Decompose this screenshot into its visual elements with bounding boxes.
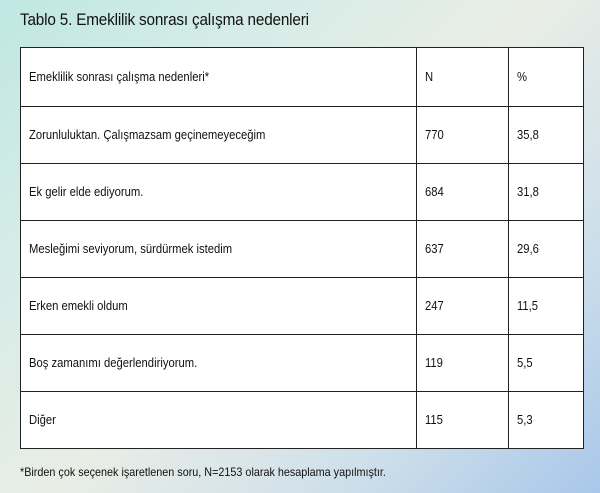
cell-percent: 35,8 (508, 107, 583, 164)
cell-percent: 29,6 (508, 221, 583, 278)
cell-reason: Diğer (21, 392, 417, 449)
table-row (21, 335, 584, 392)
header-reason: Emeklilik sonrası çalışma nedenleri* (21, 48, 417, 107)
cell-n: 247 (417, 278, 509, 335)
cell-reason: Zorunluluktan. Çalışmazsam geçinemeyeceğim (21, 107, 417, 164)
cell-n: 637 (417, 221, 509, 278)
cell-percent: 11,5 (508, 278, 583, 335)
cell-n: 115 (417, 392, 509, 449)
cell-percent: 31,8 (508, 164, 583, 221)
table-row (21, 278, 584, 335)
page-title: Tablo 5. Emeklilik sonrası çalışma nedenleri (20, 10, 309, 29)
table-header-row (21, 48, 584, 107)
cell-n: 684 (417, 164, 509, 221)
cell-reason: Boş zamanımı değerlendiriyorum. (21, 335, 417, 392)
cell-percent: 5,5 (508, 335, 583, 392)
cell-n: 119 (417, 335, 509, 392)
table-row (21, 221, 584, 278)
table-footnote: *Birden çok seçenek işaretlenen soru, N=2153 olarak hesaplama yapılmıştır. (20, 465, 386, 479)
cell-reason: Erken emekli oldum (21, 278, 417, 335)
header-percent: % (508, 48, 583, 107)
header-n: N (417, 48, 509, 107)
cell-reason: Mesleğimi seviyorum, sürdürmek istedim (21, 221, 417, 278)
table-row (21, 107, 584, 164)
cell-n: 770 (417, 107, 509, 164)
reasons-table (20, 47, 584, 449)
table-row (21, 164, 584, 221)
cell-percent: 5,3 (508, 392, 583, 449)
table-row (21, 392, 584, 449)
cell-reason: Ek gelir elde ediyorum. (21, 164, 417, 221)
